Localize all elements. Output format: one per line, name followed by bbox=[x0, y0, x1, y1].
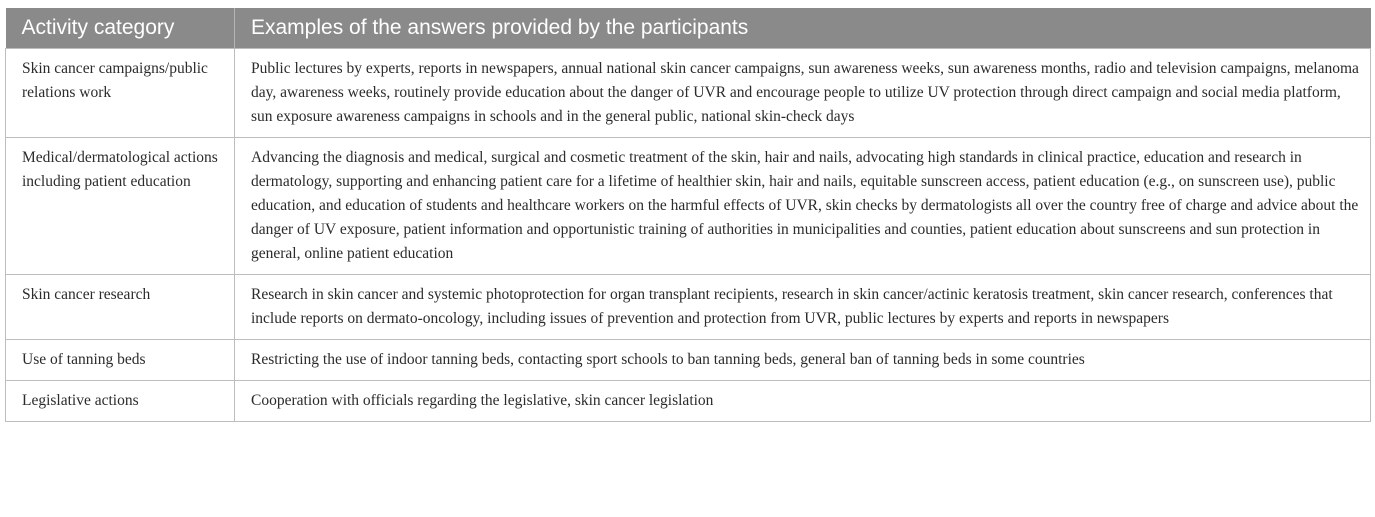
table-header bbox=[6, 8, 1371, 49]
row-examples: Advancing the diagnosis and medical, surgical and cosmetic treatment of the skin, hair and nails, advocating high standards in clinical practice, education and research in dermatology, supporting and enhancing patient care for a lifetime of healthier skin, hair and nails, equitable sunscreen access, patient education (e.g., on sunscreen use), public education, and education of students and healthcare workers on the harmful effects of UVR, skin checks by dermatologists all over the country free of charge and advice about the danger of UV exposure, patient information and opportunistic training of authorities in municipalities and counties, patient education about sunscreens and sun protection in general, online patient education bbox=[235, 138, 1371, 275]
header-activity-category: Activity category bbox=[6, 8, 235, 49]
table-row bbox=[6, 340, 1371, 381]
table-row bbox=[6, 138, 1371, 275]
row-category: Legislative actions bbox=[6, 381, 235, 422]
header-examples: Examples of the answers provided by the participants bbox=[235, 8, 1371, 49]
table-body bbox=[6, 49, 1371, 422]
row-examples: Public lectures by experts, reports in newspapers, annual national skin cancer campaigns, sun awareness weeks, sun awareness months, radio and television campaigns, melanoma day, awareness weeks, routinely provide education about the danger of UVR and encourage people to utilize UV protection through direct campaign and social media platform, sun exposure awareness campaigns in schools and in the general public, national skin-check days bbox=[235, 49, 1371, 138]
header-row bbox=[6, 8, 1371, 49]
activity-table bbox=[5, 8, 1371, 422]
row-examples: Restricting the use of indoor tanning beds, contacting sport schools to ban tanning beds, general ban of tanning beds in some countries bbox=[235, 340, 1371, 381]
row-examples: Research in skin cancer and systemic photoprotection for organ transplant recipients, research in skin cancer/actinic keratosis treatment, skin cancer research, conferences that include reports on dermato-oncology, including issues of prevention and protection from UVR, public lectures by experts and reports in newspapers bbox=[235, 275, 1371, 340]
activity-table-container bbox=[5, 8, 1370, 422]
table-row bbox=[6, 381, 1371, 422]
row-category: Use of tanning beds bbox=[6, 340, 235, 381]
table-row bbox=[6, 49, 1371, 138]
row-category: Skin cancer campaigns/public relations work bbox=[6, 49, 235, 138]
table-row bbox=[6, 275, 1371, 340]
row-category: Skin cancer research bbox=[6, 275, 235, 340]
row-examples: Cooperation with officials regarding the legislative, skin cancer legislation bbox=[235, 381, 1371, 422]
row-category: Medical/dermatological actions including patient education bbox=[6, 138, 235, 275]
